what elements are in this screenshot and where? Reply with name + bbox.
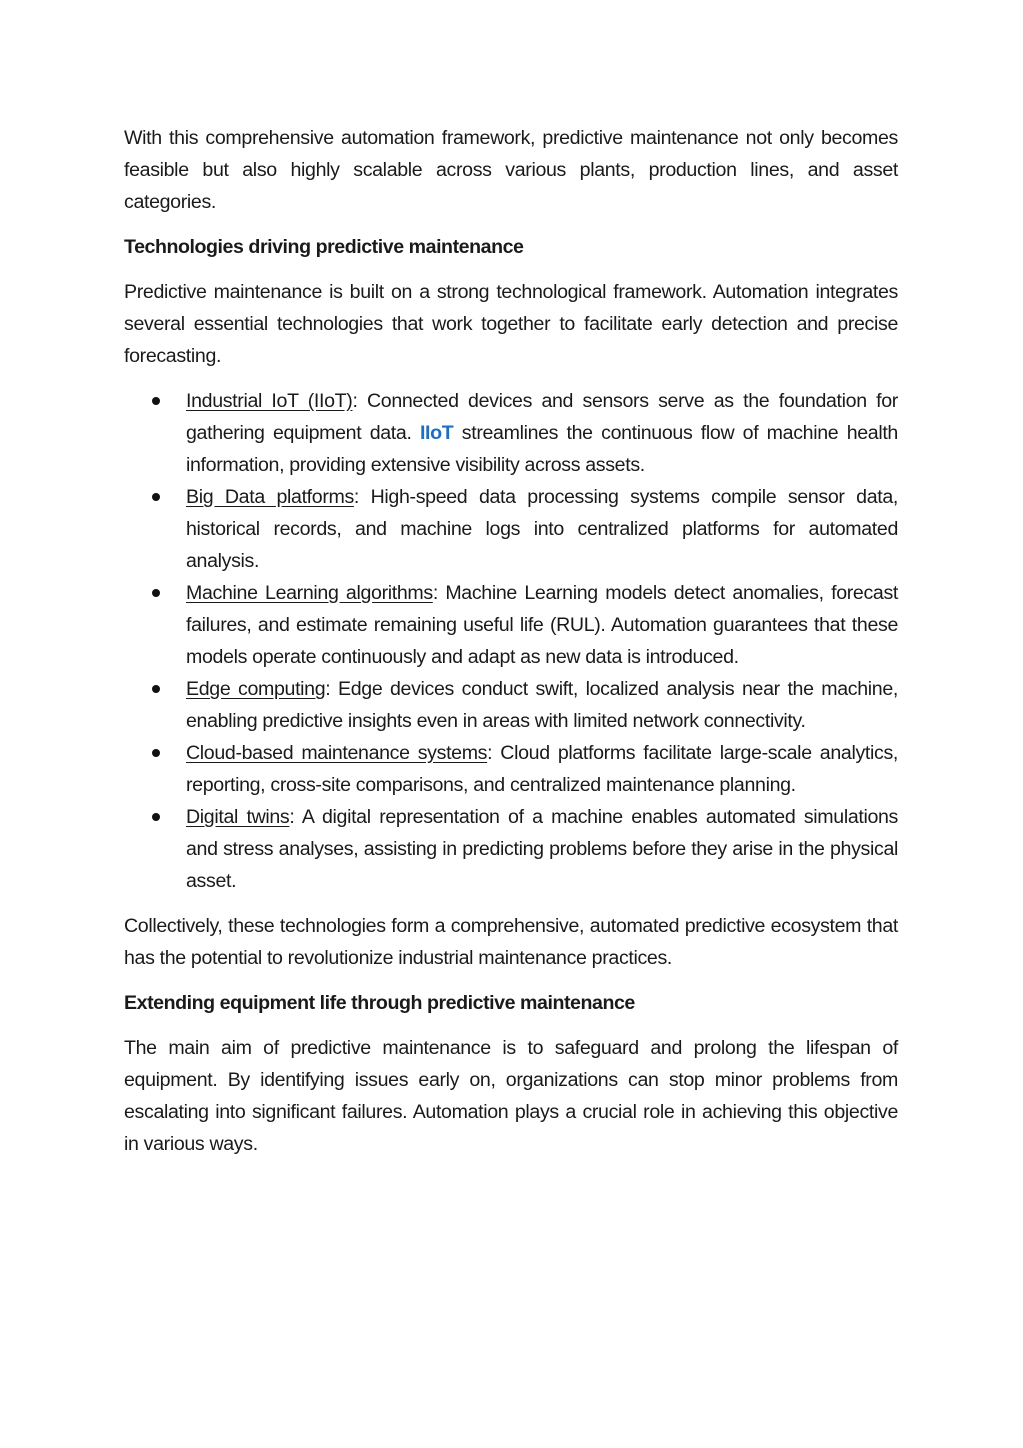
- bullet-icon: [152, 685, 160, 693]
- document-page: [124, 122, 898, 1173]
- list-item-machine-learning: [186, 577, 898, 673]
- term-edge-computing: Edge computing: [186, 678, 326, 700]
- term-machine-learning: Machine Learning algorithms: [186, 582, 433, 604]
- list-item-edge-computing: [186, 673, 898, 737]
- bullet-icon: [152, 493, 160, 501]
- term-digital-twins: Digital twins: [186, 806, 290, 828]
- list-item-digital-twins: [186, 801, 898, 897]
- item-text: : Connected devices and sensors serve as the foundation for gathering equipment data.: [186, 390, 898, 444]
- iiot-link[interactable]: IIoT: [419, 422, 454, 444]
- technologies-list: [124, 385, 898, 897]
- bullet-icon: [152, 813, 160, 821]
- section-heading-extending-life: Extending equipment life through predictive maintenance: [124, 992, 635, 1014]
- item-text: streamlines the continuous flow of machine health information, providing extensive visibility across assets.: [186, 422, 898, 476]
- technologies-intro-paragraph: Predictive maintenance is built on a strong technological framework. Automation integrates several essential technologies that work together to facilitate early detection and precise forecasting.: [124, 281, 898, 367]
- term-iiot: Industrial IoT (IIoT): [186, 390, 353, 412]
- section-heading-technologies: Technologies driving predictive maintenance: [124, 236, 524, 258]
- bullet-icon: [152, 589, 160, 597]
- extending-life-paragraph: The main aim of predictive maintenance is to safeguard and prolong the lifespan of equipment. By identifying issues early on, organizations can stop minor problems from escalating into significant failures. Automation plays a crucial role in achieving this objective in various ways.: [124, 1037, 898, 1155]
- item-text: : Cloud platforms facilitate large-scale analytics, reporting, cross-site comparisons, and centralized maintenance planning.: [186, 742, 898, 796]
- item-text: : High-speed data processing systems compile sensor data, historical records, and machine logs into centralized platforms for automated analysis.: [186, 486, 899, 572]
- term-big-data: Big Data platforms: [186, 486, 354, 508]
- list-item-iiot: [186, 385, 898, 481]
- item-text: : A digital representation of a machine enables automated simulations and stress analyses, assisting in predicting problems before they arise in the physical asset.: [186, 806, 899, 892]
- bullet-icon: [152, 397, 160, 405]
- technologies-closing-paragraph: Collectively, these technologies form a comprehensive, automated predictive ecosystem that has the potential to revolutionize industrial maintenance practices.: [124, 915, 898, 969]
- term-cloud-maintenance: Cloud-based maintenance systems: [186, 742, 488, 764]
- item-text: : Machine Learning models detect anomalies, forecast failures, and estimate remaining useful life (RUL). Automation guarantees that these models operate continuously and adapt as new data is introduced.: [186, 582, 899, 668]
- intro-paragraph: With this comprehensive automation framework, predictive maintenance not only becomes feasible but also highly scalable across various plants, production lines, and asset categories.: [124, 127, 898, 213]
- item-text: : Edge devices conduct swift, localized analysis near the machine, enabling predictive insights even in areas with limited network connectivity.: [186, 678, 898, 732]
- list-item-big-data: [186, 481, 898, 577]
- list-item-cloud-maintenance: [186, 737, 898, 801]
- bullet-icon: [152, 749, 160, 757]
